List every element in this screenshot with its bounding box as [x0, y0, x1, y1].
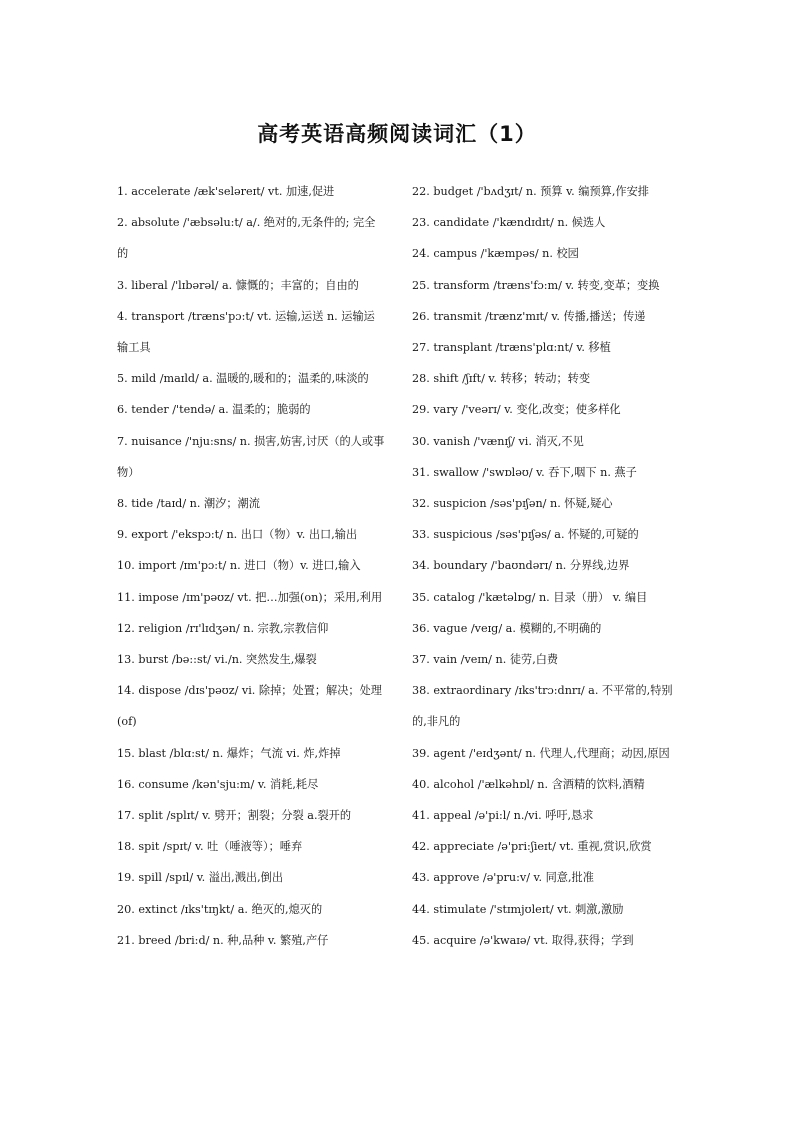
vocab-entry: 25. transform /træns'fɔ:m/ v. 转变,变革；变换 [412, 278, 660, 292]
vocab-entry: 1. accelerate /æk'seləreɪt/ vt. 加速,促进 [117, 185, 335, 198]
vocab-entry: 10. import /ɪm'pɔ:t/ n. 进口（物）v. 进口,输入 [117, 559, 361, 573]
vocab-entry: 12. religion /rɪ'lɪdʒən/ n. 宗教,宗教信仰 [117, 621, 329, 635]
vocab-entry: 40. alcohol /'ælkəhɒl/ n. 含酒精的饮料,酒精 [412, 777, 645, 791]
vocab-entry: 37. vain /veɪn/ n. 徒劳,白费 [412, 653, 559, 667]
vocab-entry: 11. impose /ɪm'pəʊz/ vt. 把…加强(on)；采用,利用 [117, 590, 383, 604]
vocab-entry: 13. burst /bə::st/ vi./n. 突然发生,爆裂 [117, 653, 317, 667]
vocab-entry: 27. transplant /træns'plɑ:nt/ v. 移植 [412, 341, 611, 355]
vocab-entry: 41. appeal /ə'pi:l/ n./vi. 呼吁,恳求 [412, 809, 594, 823]
vocab-entry: 2. absolute /'æbsəlu:t/ a/. 绝对的,无条件的; 完全的 [117, 216, 376, 261]
vocab-column-left [117, 176, 385, 956]
vocab-entry: 35. catalog /'kætəlɒg/ n. 目录（册） v. 编目 [412, 590, 648, 604]
vocab-entry: 29. vary /'veərɪ/ v. 变化,改变；使多样化 [412, 403, 621, 417]
vocab-entry: 21. breed /bri:d/ n. 种,品种 v. 繁殖,产仔 [117, 933, 329, 947]
vocab-entry: 20. extinct /ɪks'tɪŋkt/ a. 绝灭的,熄灭的 [117, 902, 323, 916]
vocab-entry: 6. tender /'tendə/ a. 温柔的；脆弱的 [117, 403, 311, 417]
vocab-entry: 45. acquire /ə'kwaɪə/ vt. 取得,获得；学到 [412, 933, 634, 947]
vocab-entry: 36. vague /veɪg/ a. 模糊的,不明确的 [412, 621, 602, 635]
vocab-entry: 16. consume /kən'sju:m/ v. 消耗,耗尽 [117, 777, 319, 791]
vocab-entry: 15. blast /blɑ:st/ n. 爆炸；气流 vi. 炸,炸掉 [117, 746, 341, 760]
vocab-entry: 32. suspicion /səs'pɪʃən/ n. 怀疑,疑心 [412, 497, 613, 511]
vocab-entry: 24. campus /'kæmpəs/ n. 校园 [412, 247, 579, 261]
vocab-entry: 43. approve /ə'pru:v/ v. 同意,批准 [412, 871, 594, 885]
vocab-entry: 26. transmit /trænz'mɪt/ v. 传播,播送；传递 [412, 309, 646, 323]
vocab-entry: 44. stimulate /'stɪmjʊleɪt/ vt. 刺激,激励 [412, 902, 624, 916]
vocab-entry: 30. vanish /'vænɪʃ/ vi. 消灭,不见 [412, 434, 584, 448]
vocab-entry: 7. nuisance /'nju:sns/ n. 损害,妨害,讨厌（的人或事物） [117, 434, 385, 479]
vocab-entry: 18. spit /spɪt/ v. 吐（唾液等）；唾弃 [117, 840, 303, 854]
vocab-entry: 9. export /'ekspɔ:t/ n. 出口（物）v. 出口,输出 [117, 528, 358, 542]
vocab-entry: 22. budget /'bʌdʒɪt/ n. 预算 v. 编预算,作安排 [412, 185, 649, 198]
vocab-entry: 19. spill /spɪl/ v. 溢出,溅出,倒出 [117, 871, 284, 885]
vocab-entry: 34. boundary /'baʊndərɪ/ n. 分界线,边界 [412, 559, 630, 573]
vocab-entry: 3. liberal /'lɪbərəl/ a. 慷慨的；丰富的；自由的 [117, 278, 359, 292]
page-title: 高考英语高频阅读词汇（1） [257, 122, 537, 146]
vocab-entry: 5. mild /maɪld/ a. 温暖的,暖和的；温柔的,味淡的 [117, 372, 369, 386]
vocab-entry: 42. appreciate /ə'pri:ʃieɪt/ vt. 重视,赏识,欣赏 [412, 840, 652, 854]
vocab-entry: 33. suspicious /səs'pɪʃəs/ a. 怀疑的,可疑的 [412, 528, 639, 542]
vocab-entry: 14. dispose /dɪs'pəʊz/ vi. 除掉；处置；解决；处理(of) [117, 684, 382, 729]
vocab-entry: 38. extraordinary /ɪks'trɔ:dnrɪ/ a. 不平常的,特别的,非凡的 [412, 684, 673, 729]
vocab-entry: 28. shift /ʃɪft/ v. 转移；转动；转变 [412, 372, 591, 386]
vocab-entry: 4. transport /træns'pɔ:t/ vt. 运输,运送 n. 运输运输工具 [117, 309, 375, 355]
vocab-column-right [412, 176, 680, 956]
vocab-entry: 31. swallow /'swɒləʊ/ v. 吞下,咽下 n. 燕子 [412, 465, 637, 479]
vocab-entry: 8. tide /taɪd/ n. 潮汐；潮流 [117, 497, 260, 511]
vocab-entry: 39. agent /'eɪdʒənt/ n. 代理人,代理商；动因,原因 [412, 746, 670, 760]
vocab-entry: 17. split /splɪt/ v. 劈开；割裂；分裂 a.裂开的 [117, 809, 352, 823]
vocab-entry: 23. candidate /'kændɪdɪt/ n. 候选人 [412, 216, 606, 230]
